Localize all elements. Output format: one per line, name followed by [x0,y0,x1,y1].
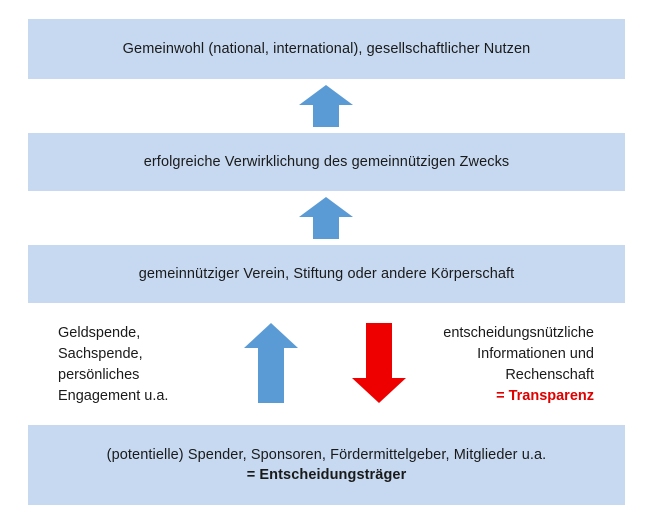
box-entscheidungstraeger-line1: (potentielle) Spender, Sponsoren, Fördermittelgeber, Mitglieder u.a. [106,447,547,463]
box-koerperschaft-label: gemeinnütziger Verein, Stiftung oder andere Körperschaft [138,266,515,282]
up-arrow-icon [299,85,353,127]
left-flow-line: Geldspende, [58,325,141,341]
right-flow-line: entscheidungsnützliche [443,325,594,341]
box-entscheidungstraeger-line2: = Entscheidungsträger [246,467,407,483]
box-gemeinwohl [28,19,625,79]
large-down-arrow-icon [352,323,406,403]
transparenz-label: = Transparenz [496,388,594,404]
box-zweckverwirklichung-label: erfolgreiche Verwirklichung des gemeinnützigen Zwecks [143,154,510,170]
box-zweckverwirklichung [28,133,625,191]
up-arrow-icon [299,197,353,239]
left-flow-line: Sachspende, [58,346,143,362]
box-koerperschaft [28,245,625,303]
left-flow-text [58,323,168,407]
right-flow-line: Rechenschaft [505,367,594,383]
left-flow-line: persönliches [58,367,140,383]
large-up-arrow-icon [244,323,298,403]
right-flow-text [443,323,594,407]
box-entscheidungstraeger [28,425,625,505]
right-flow-line: Informationen und [477,346,594,362]
box-gemeinwohl-label: Gemeinwohl (national, international), gesellschaftlicher Nutzen [122,41,531,57]
left-flow-line: Engagement u.a. [58,388,169,404]
